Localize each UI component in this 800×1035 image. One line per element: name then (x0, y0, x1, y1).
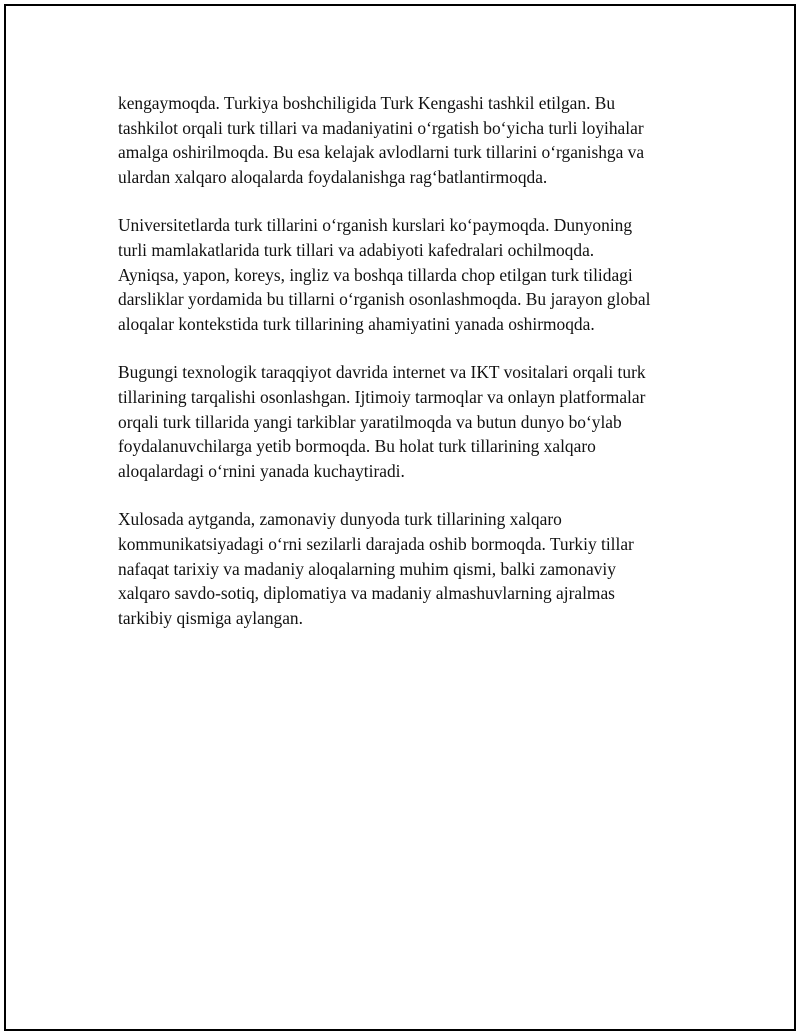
text-line: kengaymoqda. Turkiya boshchiligida Turk Kengashi tashkil etilgan. Bu (118, 93, 616, 113)
text-line: amalga oshirilmoqda. Bu esa kelajak avlodlarni turk tillarini o‘rganishga va (118, 142, 645, 163)
text-line: Universitetlarda turk tillarini o‘rganish kurslari ko‘paymoqda. Dunyoning (118, 215, 633, 236)
text-line: orqali turk tillarida yangi tarkiblar yaratilmoqda va butun dunyo bo‘ylab (118, 411, 622, 432)
paragraph-4 (118, 507, 698, 630)
text-line: turli mamlakatlarida turk tillari va adabiyoti kafedralari ochilmoqda. (118, 239, 595, 260)
text-line: kommunikatsiyadagi o‘rni sezilarli darajada oshib bormoqda. Turkiy tillar (118, 533, 634, 554)
text-line: Xulosada aytganda, zamonaviy dunyoda turk tillarining xalqaro (118, 509, 562, 530)
text-line: Bugungi texnologik taraqqiyot davrida internet va IKT vositalari orqali turk (118, 362, 646, 383)
document-body (118, 91, 698, 654)
text-line: tillarining tarqalishi osonlashgan. Ijtimoiy tarmoqlar va onlayn platformalar (118, 386, 646, 407)
text-line: aloqalardagi o‘rnini yanada kuchaytiradi. (118, 460, 405, 481)
text-line: ulardan xalqaro aloqalarda foydalanishga rag‘batlantirmoqda. (118, 166, 548, 187)
text-line: nafaqat tarixiy va madaniy aloqalarning muhim qismi, balki zamonaviy (118, 558, 616, 579)
paragraph-2 (118, 213, 698, 336)
text-line: tashkilot orqali turk tillari va madaniyatini o‘rgatish bo‘yicha turli loyihalar (118, 117, 644, 138)
paragraph-3 (118, 360, 698, 483)
text-line: aloqalar kontekstida turk tillarining ahamiyatini yanada oshirmoqda. (118, 313, 595, 334)
text-line: foydalanuvchilarga yetib bormoqda. Bu holat turk tillarining xalqaro (118, 436, 596, 457)
text-line: darsliklar yordamida bu tillarni o‘rganish osonlashmoqda. Bu jarayon global (118, 289, 651, 310)
text-line: xalqaro savdo-sotiq, diplomatiya va madaniy almashuvlarning ajralmas (118, 583, 615, 604)
text-line: Ayniqsa, yapon, koreys, ingliz va boshqa tillarda chop etilgan turk tilidagi (118, 264, 633, 285)
paragraph-1 (118, 91, 698, 189)
text-line: tarkibiy qismiga aylangan. (118, 607, 303, 628)
